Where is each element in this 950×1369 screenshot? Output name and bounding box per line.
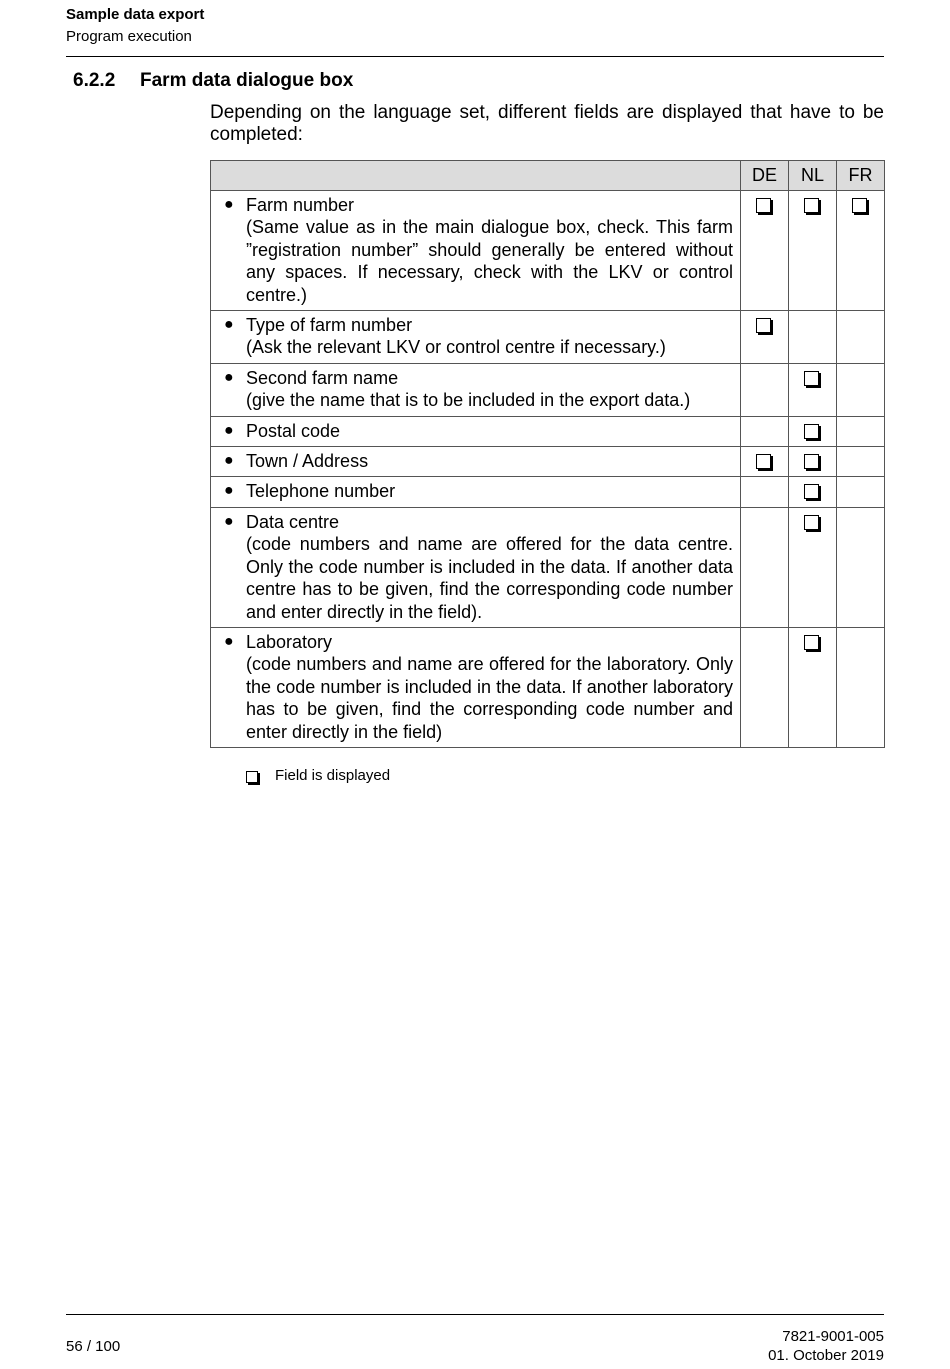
field-label: Type of farm number <box>246 315 413 336</box>
field-description-cell <box>211 507 741 627</box>
legend-text: Field is displayed <box>275 767 391 784</box>
checkbox-icon <box>756 318 771 333</box>
cell-fr <box>837 447 885 477</box>
field-text <box>246 420 733 442</box>
field-availability-table <box>210 160 885 748</box>
cell-nl <box>789 507 837 627</box>
header-title: Sample data export <box>66 6 205 23</box>
document-number: 7821-9001-005 <box>782 1328 884 1345</box>
bullet-icon: ● <box>224 512 234 530</box>
field-description-cell <box>211 191 741 311</box>
table-row <box>211 311 885 364</box>
table-row <box>211 191 885 311</box>
field-text <box>246 194 733 306</box>
field-text <box>246 631 733 743</box>
cell-nl <box>789 477 837 507</box>
bullet-icon: ● <box>224 632 234 650</box>
column-header-fr: FR <box>837 161 885 191</box>
cell-de <box>741 627 789 747</box>
section-number: 6.2.2 <box>73 70 116 91</box>
legend <box>246 766 390 786</box>
cell-fr <box>837 363 885 416</box>
bullet-icon: ● <box>224 368 234 386</box>
field-text <box>246 511 733 623</box>
checkbox-icon <box>852 198 867 213</box>
cell-de <box>741 363 789 416</box>
field-item <box>224 420 733 442</box>
field-label: Telephone number <box>246 481 396 502</box>
header-divider <box>66 56 884 57</box>
field-item <box>224 367 733 412</box>
page-header <box>66 6 884 46</box>
checkbox-icon <box>756 198 771 213</box>
section-heading <box>73 70 353 92</box>
field-text <box>246 480 733 502</box>
table-row <box>211 447 885 477</box>
field-text <box>246 367 733 412</box>
field-text <box>246 314 733 359</box>
field-note: (Same value as in the main dialogue box, check. This farm ”registration number” should generally be entered without any spaces. If necessary, check with the LKV or control centre.) <box>246 217 733 305</box>
cell-nl <box>789 191 837 311</box>
cell-de <box>741 311 789 364</box>
field-text <box>246 450 733 472</box>
table-header-row <box>211 161 885 191</box>
field-note: (give the name that is to be included in the export data.) <box>246 390 691 411</box>
checkbox-icon <box>804 198 819 213</box>
footer-divider <box>66 1314 884 1315</box>
field-description-cell <box>211 447 741 477</box>
cell-fr <box>837 416 885 446</box>
bullet-icon: ● <box>224 421 234 439</box>
cell-de <box>741 191 789 311</box>
field-item <box>224 194 733 306</box>
cell-fr <box>837 507 885 627</box>
checkbox-icon <box>756 454 771 469</box>
cell-fr <box>837 191 885 311</box>
cell-de <box>741 477 789 507</box>
field-note: (Ask the relevant LKV or control centre if necessary.) <box>246 337 666 358</box>
checkbox-icon <box>246 771 258 783</box>
cell-fr <box>837 311 885 364</box>
field-description-cell <box>211 627 741 747</box>
column-header-nl: NL <box>789 161 837 191</box>
field-label: Farm number <box>246 195 355 215</box>
checkbox-icon <box>804 484 819 499</box>
cell-fr <box>837 477 885 507</box>
document-info <box>768 1327 884 1365</box>
field-label: Town / Address <box>246 451 369 472</box>
field-item <box>224 450 733 472</box>
intro-paragraph: Depending on the language set, different fields are displayed that have to be completed: <box>210 102 884 145</box>
table-row <box>211 477 885 507</box>
cell-de <box>741 416 789 446</box>
field-label: Postal code <box>246 420 341 441</box>
cell-de <box>741 507 789 627</box>
page-number: 56 / 100 <box>66 1338 121 1355</box>
field-label: Second farm name <box>246 367 399 388</box>
checkbox-icon <box>804 454 819 469</box>
table-row <box>211 416 885 446</box>
bullet-icon: ● <box>224 316 234 334</box>
bullet-icon: ● <box>224 482 234 500</box>
cell-fr <box>837 627 885 747</box>
cell-nl <box>789 627 837 747</box>
section-title: Farm data dialogue box <box>140 70 354 91</box>
cell-nl <box>789 311 837 364</box>
field-item <box>224 480 733 502</box>
field-note: (code numbers and name are offered for the data centre. Only the code number is included in the data. If another data centre has to be given, find the corresponding code number and enter directly in the field). <box>246 534 733 622</box>
field-description-cell <box>211 416 741 446</box>
field-description-cell <box>211 363 741 416</box>
field-item <box>224 511 733 623</box>
checkbox-icon <box>804 635 819 650</box>
field-item <box>224 314 733 359</box>
table-row <box>211 627 885 747</box>
field-label: Laboratory <box>246 631 333 652</box>
cell-de <box>741 447 789 477</box>
field-item <box>224 631 733 743</box>
column-header-field <box>211 161 741 191</box>
table-row <box>211 507 885 627</box>
field-description-cell <box>211 477 741 507</box>
cell-nl <box>789 447 837 477</box>
field-description-cell <box>211 311 741 364</box>
field-note: (code numbers and name are offered for the laboratory. Only the code number is included in the data. If another laboratory has to be given, find the corresponding code number and enter directly in the field) <box>246 654 733 742</box>
document-date: 01. October 2019 <box>768 1347 884 1364</box>
table-row <box>211 363 885 416</box>
cell-nl <box>789 416 837 446</box>
bullet-icon: ● <box>224 452 234 470</box>
column-header-de: DE <box>741 161 789 191</box>
checkbox-icon <box>804 424 819 439</box>
checkbox-icon <box>804 515 819 530</box>
bullet-icon: ● <box>224 196 234 213</box>
checkbox-icon <box>804 371 819 386</box>
cell-nl <box>789 363 837 416</box>
field-label: Data centre <box>246 511 340 532</box>
header-subtitle: Program execution <box>66 28 192 45</box>
